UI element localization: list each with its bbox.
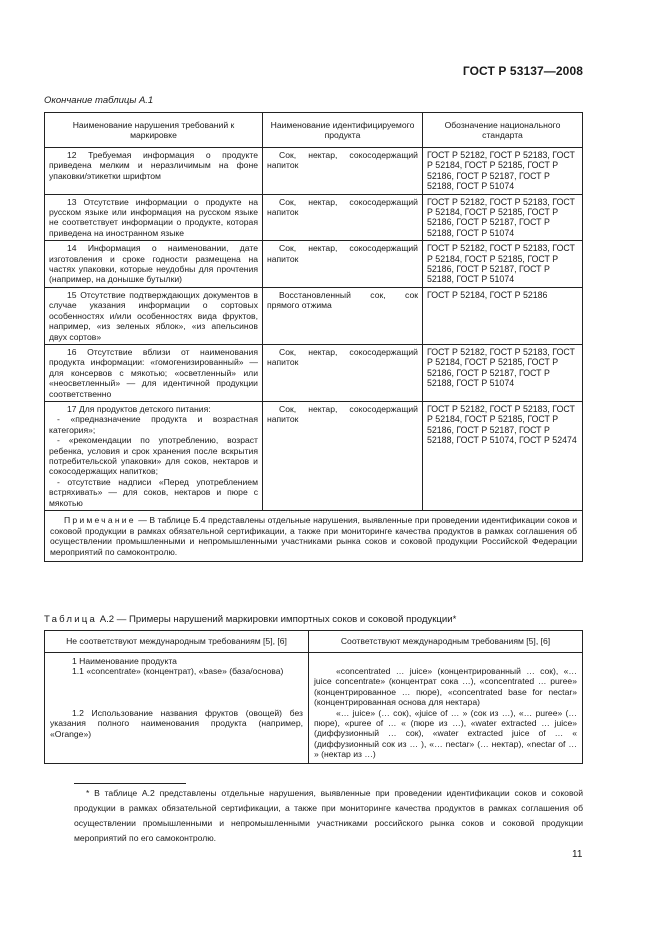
note-text: — В таблице Б.4 представлены отдельные нарушения, выявленные при проведении идентификации соков и соковой продукции в рамках обязательной сертификации, а также при мониторинге качества продуктов в рамках соглашения об осуществлении промышленными и непромышленными участниками рынка соков и соковой продукции Российской Федерации мероприятий по самоконтролю. xyxy=(50,515,577,557)
violation-cell xyxy=(45,241,263,288)
violation-text: 13 Отсутствие информации о продукте на русском языке или информация на русском языке не соответствует информации о продукте, которая приведена на иностранном языке xyxy=(49,196,258,238)
violation-text: 17 Для продуктов детского питания: xyxy=(67,403,211,414)
table-note-row xyxy=(45,511,583,562)
product-text: Сок, нектар, сокосодержащий напиток xyxy=(267,346,418,368)
violation-text: 16 Отсутствие вблизи от наименования продукта информации: «гомогенизированный» — для консервов с мякотью; «осветленный» или «неосветленный» — для идентичной продукции соответственно xyxy=(49,346,258,399)
page-number: 11 xyxy=(572,849,583,860)
footnote xyxy=(74,786,583,846)
standard-cell: ГОСТ Р 52182, ГОСТ Р 52183, ГОСТ Р 52184, ГОСТ Р 52185, ГОСТ Р 52186, ГОСТ Р 52187, ГОСТ Р 52188, ГОСТ Р 51074 xyxy=(423,241,583,288)
table-row xyxy=(45,344,583,401)
violation-cell xyxy=(45,287,263,344)
noncompliant-text: 1 Наименование продукта xyxy=(72,656,177,666)
product-text: Сок, нектар, сокосодержащий напиток xyxy=(267,196,418,218)
noncompliant-text: 1.2 Использование названия фруктов (овощей) без указания полного наименования продукта (например, «Orange») xyxy=(50,707,303,739)
standard-cell: ГОСТ Р 52182, ГОСТ Р 52183, ГОСТ Р 52184, ГОСТ Р 52185, ГОСТ Р 52186, ГОСТ Р 52187, ГОСТ Р 52188, ГОСТ Р 51074, ГОСТ Р 52474 xyxy=(423,401,583,510)
noncompliant-cell xyxy=(45,653,309,764)
violation-cell xyxy=(45,148,263,195)
compliant-text: «… juice» (… сок), «juice of … » (сок из …), «… puree» (… пюре), «puree of … « (пюре из …), «water extracted … juice» (диффузионный … сок), «water extracted juice of … « (диффузионный сок из … ), «… nectar» (… нектар), «nectar of … » (нектар из …) xyxy=(314,707,577,760)
product-cell xyxy=(263,148,423,195)
violation-text: 14 Информация о наименовании, дате изготовления и сроке годности размещена на частях упаковки, которые неудобны для прочтения (например, на донышке бутылки) xyxy=(49,243,258,285)
violation-text: 12 Требуемая информация о продукте приведена мелким и неразличимым на фоне упаковки/этикетки шрифтом xyxy=(49,150,258,181)
violation-cell xyxy=(45,401,263,510)
product-text: Сок, нектар, сокосодержащий напиток xyxy=(267,150,418,171)
table-a1 xyxy=(44,112,583,562)
product-cell xyxy=(263,344,423,401)
product-text: Сок, нектар, сокосодержащий напиток xyxy=(267,403,418,425)
table-row xyxy=(45,241,583,288)
footnote-text: * В таблице А.2 представлены отдельные нарушения, выявленные при проведении идентификации соков и соковой продукции в рамках обязательной сертификации, а также при мониторинге качества продуктов в рамках соглашения об осуществлении промышленными и непромышленными участниками российского рынка соков и соковой продукции мероприятий по его самоконтролю. xyxy=(74,788,583,843)
standard-cell: ГОСТ Р 52182, ГОСТ Р 52183, ГОСТ Р 52184, ГОСТ Р 52185, ГОСТ Р 52186, ГОСТ Р 52187, ГОСТ Р 52188, ГОСТ Р 51074 xyxy=(423,148,583,195)
noncompliant-text: 1.1 «concentrate» (концентрат), «base» (база/основа) xyxy=(72,666,284,677)
column-header-compliant: Соответствуют международным требованиям [5], [6] xyxy=(309,631,583,653)
product-text: Сок, нектар, сокосодержащий напиток xyxy=(267,243,418,264)
standard-cell: ГОСТ Р 52182, ГОСТ Р 52183, ГОСТ Р 52184, ГОСТ Р 52185, ГОСТ Р 52186, ГОСТ Р 52187, ГОСТ Р 52188, ГОСТ Р 51074 xyxy=(423,194,583,241)
compliant-cell xyxy=(309,653,583,764)
footnote-separator xyxy=(74,783,186,784)
violation-text: 15 Отсутствие подтверждающих документов в случае указания информации о сортовых особенностях и/или особенностях вида фруктов, например, «из зеленых яблок», «из апельсинов двух сортов» xyxy=(49,289,258,342)
violation-cell xyxy=(45,194,263,241)
table-a2-caption-text: А.2 — Примеры нарушений маркировки импортных соков и соковой продукции* xyxy=(99,614,457,625)
table-header-row xyxy=(45,631,583,653)
note-label: Примечание xyxy=(64,515,136,525)
product-cell xyxy=(263,241,423,288)
table-a2-caption-label: Таблица xyxy=(44,614,98,625)
table-row xyxy=(45,287,583,344)
document-code: ГОСТ Р 53137—2008 xyxy=(462,64,583,78)
column-header-product: Наименование идентифицируемого продукта xyxy=(263,113,423,148)
table-header-row xyxy=(45,113,583,148)
table-a2-caption xyxy=(44,614,456,625)
column-header-standard: Обозначение национального стандарта xyxy=(423,113,583,148)
table-row xyxy=(45,194,583,241)
product-cell xyxy=(263,401,423,510)
product-cell xyxy=(263,287,423,344)
table-row xyxy=(45,401,583,510)
product-cell xyxy=(263,194,423,241)
violation-cell xyxy=(45,344,263,401)
standard-cell: ГОСТ Р 52184, ГОСТ Р 52186 xyxy=(423,287,583,344)
product-text: Восстановленный сок, сок прямого отжима xyxy=(267,289,418,311)
table-row xyxy=(45,148,583,195)
violation-text: - «предназначение продукта и возрастная категория»; xyxy=(49,414,258,435)
table-a2 xyxy=(44,630,583,764)
compliant-text: «concentrated … juice» (концентрированный … сок), «… juice concentrate» (концентрат сока …), «concentrated … puree» (концентрированное … пюре), «concentrated base for nectar» (концентрированная основа для нектара) xyxy=(314,666,577,708)
column-header-noncompliant: Не соответствуют международным требованиям [5], [6] xyxy=(45,631,309,653)
column-header-violation: Наименование нарушения требований к маркировке xyxy=(45,113,263,148)
table-note xyxy=(45,511,583,562)
table-row xyxy=(45,653,583,764)
table-a1-caption: Окончание таблицы А.1 xyxy=(44,95,154,106)
standard-cell: ГОСТ Р 52182, ГОСТ Р 52183, ГОСТ Р 52184, ГОСТ Р 52185, ГОСТ Р 52186, ГОСТ Р 52187, ГОСТ Р 52188, ГОСТ Р 51074 xyxy=(423,344,583,401)
violation-text: - «рекомендации по употреблению, возраст ребенка, условия и срок хранения после вскрытия потребительской упаковки» для соков, нектаров и сокосодержащих напитков; xyxy=(49,435,258,477)
violation-text: - отсутствие надписи «Перед употреблением встряхивать» — для соков, нектаров и пюре с мякотью xyxy=(49,476,258,508)
